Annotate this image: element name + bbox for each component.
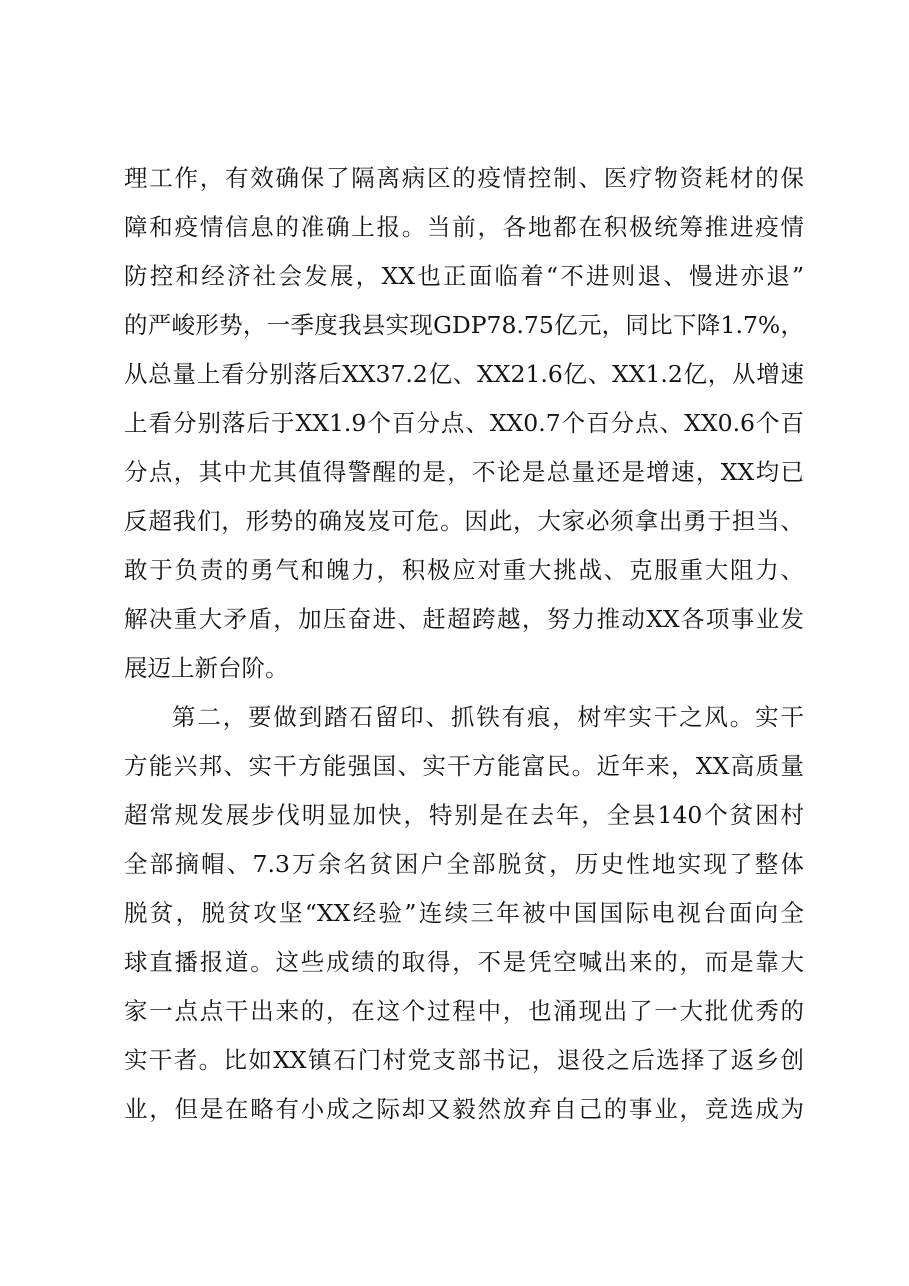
text-line: 实干者。比如XX镇石门村党支部书记，退役之后选择了返乡创 xyxy=(124,1046,804,1074)
body-text xyxy=(124,154,804,1134)
text-line: 家一点点干出来的，在这个过程中，也涌现出了一大批优秀的 xyxy=(124,997,804,1025)
text-line: 反超我们，形势的确岌岌可危。因此，大家必须拿出勇于担当、 xyxy=(124,507,804,535)
text-line: 全部摘帽、7.3万余名贫困户全部脱贫，历史性地实现了整体 xyxy=(124,850,804,878)
text-line: 方能兴邦、实干方能强国、实干方能富民。近年来，XX高质量 xyxy=(124,752,804,780)
text-line: 分点，其中尤其值得警醒的是，不论是总量还是增速，XX均已 xyxy=(124,458,804,486)
text-line: 障和疫情信息的准确上报。当前，各地都在积极统筹推进疫情 xyxy=(124,213,804,241)
text-line: 从总量上看分别落后XX37.2亿、XX21.6亿、XX1.2亿，从增速 xyxy=(124,360,804,388)
text-line: 业，但是在略有小成之际却又毅然放弃自己的事业，竞选成为 xyxy=(124,1095,804,1123)
text-line: 的严峻形势，一季度我县实现GDP78.75亿元，同比下降1.7%， xyxy=(124,311,804,339)
text-line: 上看分别落后于XX1.9个百分点、XX0.7个百分点、XX0.6个百 xyxy=(124,409,804,437)
text-line: 球直播报道。这些成绩的取得，不是凭空喊出来的，而是靠大 xyxy=(124,948,804,976)
text-line: 敢于负责的勇气和魄力，积极应对重大挑战、克服重大阻力、 xyxy=(124,556,804,584)
text-line-paragraph-start: 第二，要做到踏石留印、抓铁有痕，树牢实干之风。实干 xyxy=(172,703,804,731)
text-line: 脱贫，脱贫攻坚“XX经验”连续三年被中国国际电视台面向全 xyxy=(124,899,804,927)
text-line-paragraph-end: 展迈上新台阶。 xyxy=(124,654,289,682)
text-line: 超常规发展步伐明显加快，特别是在去年，全县140个贫困村 xyxy=(124,801,804,829)
text-line: 解决重大矛盾，加压奋进、赶超跨越，努力推动XX各项事业发 xyxy=(124,605,804,633)
text-line: 防控和经济社会发展，XX也正面临着“不进则退、慢进亦退” xyxy=(124,262,804,290)
text-line: 理工作，有效确保了隔离病区的疫情控制、医疗物资耗材的保 xyxy=(124,164,804,192)
